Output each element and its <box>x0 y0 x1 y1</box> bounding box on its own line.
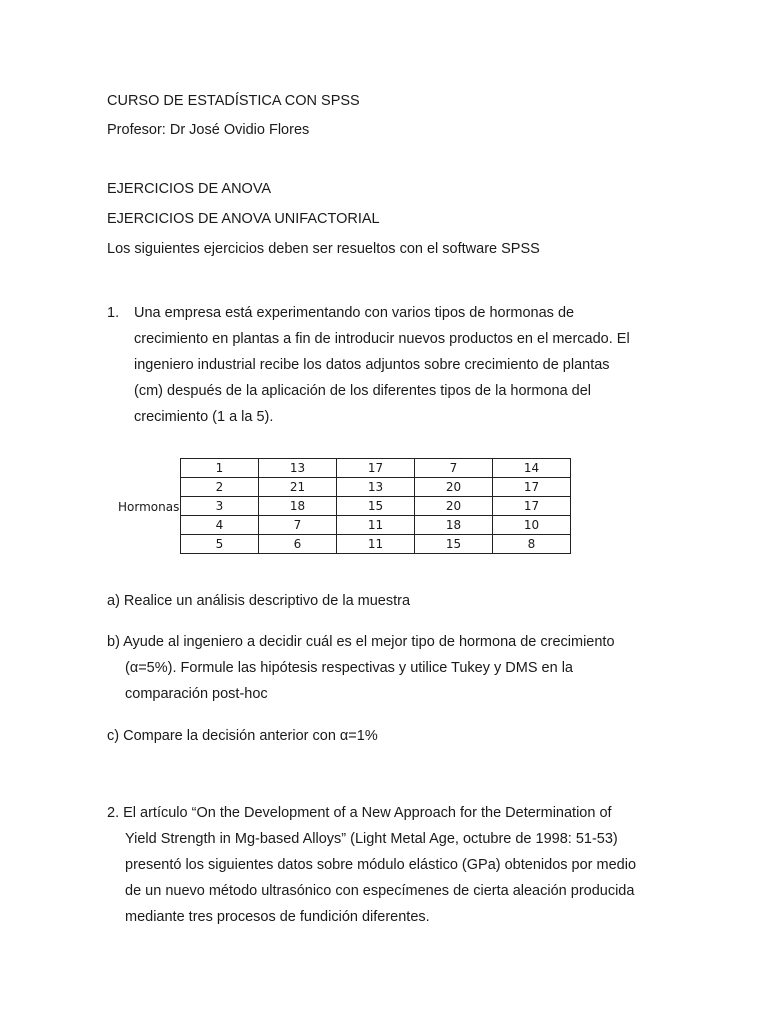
hormone-growth-table <box>180 458 571 554</box>
table-row <box>181 535 571 554</box>
exercise-1-line: crecimiento en plantas a fin de introducir nuevos productos en el mercado. El <box>134 331 630 347</box>
section-title: EJERCICIOS DE ANOVA <box>107 181 272 197</box>
exercise-2-line: presentó los siguientes datos sobre módulo elástico (GPa) obtenidos por medio <box>125 857 637 873</box>
table-cell: 3 <box>181 497 259 516</box>
table-cell: 20 <box>415 478 493 497</box>
table-cell: 6 <box>259 535 337 554</box>
table-cell: 10 <box>493 516 571 535</box>
table-cell: 8 <box>493 535 571 554</box>
table-cell: 18 <box>259 497 337 516</box>
exercise-1-statement <box>134 300 630 430</box>
table-cell: 14 <box>493 459 571 478</box>
table-cell: 15 <box>337 497 415 516</box>
professor-name: Profesor: Dr José Ovidio Flores <box>107 122 310 138</box>
table-row <box>181 478 571 497</box>
table-cell: 15 <box>415 535 493 554</box>
exercise-2-line: de un nuevo método ultrasónico con especímenes de cierta aleación producida <box>125 883 635 899</box>
exercise-2-line: 2. El artículo “On the Development of a New Approach for the Determination of <box>107 805 612 821</box>
course-title: CURSO DE ESTADÍSTICA CON SPSS <box>107 93 360 109</box>
table-cell: 4 <box>181 516 259 535</box>
table-row <box>181 497 571 516</box>
table-cell: 2 <box>181 478 259 497</box>
question-c: c) Compare la decisión anterior con α=1% <box>107 728 378 744</box>
table-row-label: Hormonas <box>118 500 180 514</box>
table-cell: 17 <box>493 478 571 497</box>
table-cell: 5 <box>181 535 259 554</box>
exercise-2-line: mediante tres procesos de fundición diferentes. <box>125 909 430 925</box>
table-cell: 7 <box>259 516 337 535</box>
table-cell: 13 <box>337 478 415 497</box>
exercise-1-line: ingeniero industrial recibe los datos adjuntos sobre crecimiento de plantas <box>134 357 610 373</box>
question-b-line: b) Ayude al ingeniero a decidir cuál es el mejor tipo de hormona de crecimiento <box>107 634 615 650</box>
table-row <box>181 459 571 478</box>
question-a: a) Realice un análisis descriptivo de la muestra <box>107 593 411 609</box>
table-cell: 7 <box>415 459 493 478</box>
exercise-1-number: 1. <box>107 305 120 321</box>
table-cell: 20 <box>415 497 493 516</box>
question-b <box>107 629 615 707</box>
table-cell: 18 <box>415 516 493 535</box>
question-b-line: comparación post-hoc <box>125 686 268 702</box>
table-cell: 11 <box>337 516 415 535</box>
table-cell: 17 <box>337 459 415 478</box>
subsection-title: EJERCICIOS DE ANOVA UNIFACTORIAL <box>107 211 380 227</box>
question-b-line: (α=5%). Formule las hipótesis respectivas y utilice Tukey y DMS en la <box>125 660 573 676</box>
table-cell: 13 <box>259 459 337 478</box>
exercise-1-line: crecimiento (1 a la 5). <box>134 409 274 425</box>
table-cell: 1 <box>181 459 259 478</box>
exercise-1-line: Una empresa está experimentando con varios tipos de hormonas de <box>134 305 575 321</box>
exercise-2-statement <box>107 800 636 930</box>
table-row <box>181 516 571 535</box>
exercise-2-line: Yield Strength in Mg-based Alloys” (Light Metal Age, octubre de 1998: 51-53) <box>125 831 618 847</box>
instructions: Los siguientes ejercicios deben ser resueltos con el software SPSS <box>107 241 540 257</box>
table-cell: 11 <box>337 535 415 554</box>
table-cell: 17 <box>493 497 571 516</box>
exercise-1-line: (cm) después de la aplicación de los diferentes tipos de la hormona del <box>134 383 592 399</box>
table-cell: 21 <box>259 478 337 497</box>
